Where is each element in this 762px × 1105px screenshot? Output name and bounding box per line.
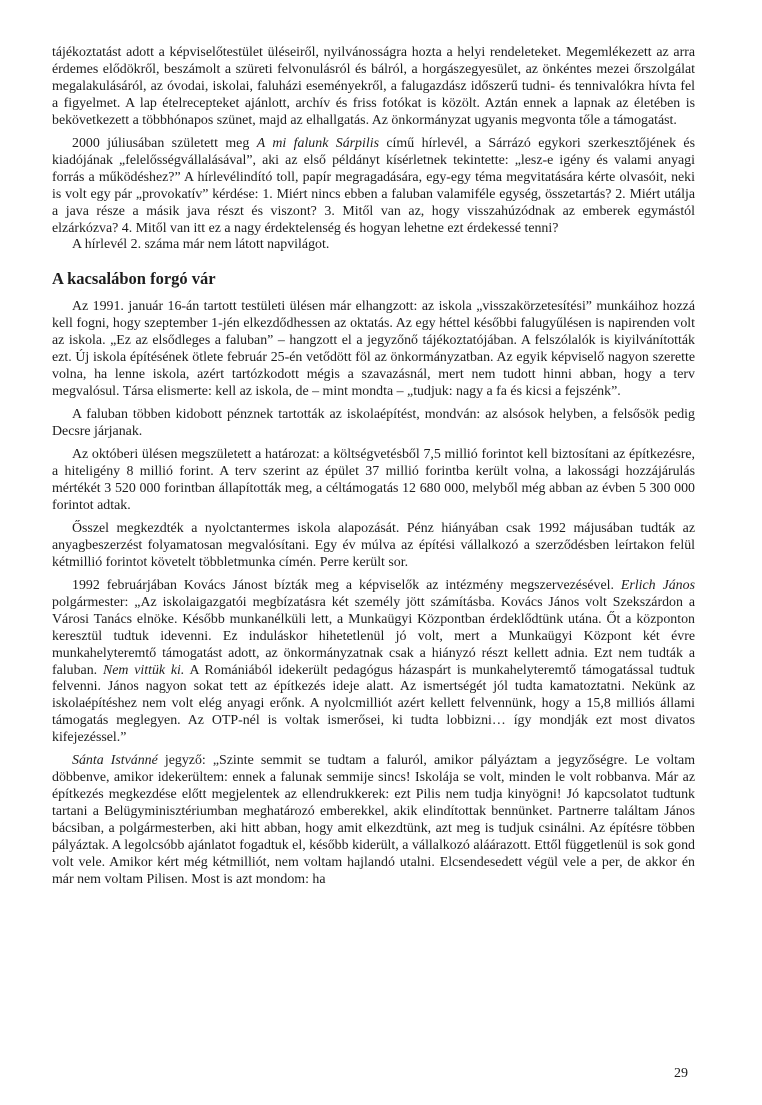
emphasis: Nem vittük ki. (102, 662, 185, 678)
text-run: jegyző: „Szinte semmit se tudtam a faluról, amikor pályáztam a jegyzőségre. Le voltam döbbenve, amikor idekerültem: ennek a falunak semmije sincs! Iskolája se volt, minden le volt robbanva. Már az építkezés megkezdése előtt megjelentek az ellendrukkerek: ezt Pilis nem tudja kinyögni! Jó kapcsolatot tudtunk tartani a Belügyminisztériumban meghatározó emberekkel, akik elindítottak bennünket. Partnerre találtam János bácsiban, a polgármesterben, aki hitt abban, hogy amit elkezdtünk, azt meg is tudjuk csinálni. Az építésre többen pályáztak. A legolcsóbb ajánlatot fogadtuk el, később kiderült, a vállalkozó aláárazott. Ettől függetlenül is sok gond volt vele. Amikor kért még kétmilliót, nem voltam hajlandó utalni. Elcsendesedett végül vele a per, de akkor én már nem voltam Pilisen. Most is azt mondom: ha (52, 753, 696, 887)
person-name: Sánta Istvánné (72, 753, 158, 769)
text-run: polgármester: „Az iskolaigazgatói megbízatásra két személy jött számításba. Kovács János volt Szekszárdon a Városi Tanács elnöke. Később munkanélküli lett, a Munkaügyi Központban érdeklődtünk utána. Őt a központon keresztül tudtuk idevenni. Ez induláskor hihetetlenül jó volt, mert a Munkaügyi Központ két évre munkahelyteremtő támogatást adott, az önkormányzatnak csak a hiányzó részt kellett adnia. Ezt nem tudták a faluban. (52, 594, 695, 678)
page-body (52, 45, 695, 889)
paragraph-budget: Az októberi ülésen megszületett a határozat: a költségvetésből 7,5 millió forintot kell biztosítani az építkezésre, a hiteligény 8 millió forint. A terv szerint az épület 37 millió forintba került volna, a lakossági hozzájárulás mértékét 3 520 000 forintban állapították meg, a céltámogatás 12 680 000, melyből még abban az évben 5 300 000 forintot adtak. (52, 447, 695, 513)
paragraph-newsletter-end: A hírlevél 2. száma már nem látott napvilágot. (72, 237, 330, 253)
text-run: című hírlevél, a Sárrázó egykori szerkesztőjének és kiadójának „felelősségvállalásával”, aki az első példányt kísérletnek tekintette: „lesz-e igény és valami anyagi forrás a működéshez?” A hírlevélindító toll, papír megragadására, egy-egy téma megvitatására kérte olvasóit, neki is volt egy pár „provokatív” kérdése: 1. Miért nincs ebben a faluban valamiféle egység, összetartás? 2. Miért utálja a java része a másik java részt és viszont? 3. Mitől van az, hogy visszahúzódnak az emberek egymástól elzárkózva? 4. Mitől van itt ez a nagy érdektelenség és hogyan lehetne ezt érdekessé tenni? (52, 135, 695, 236)
paragraph-mayor-quote (52, 578, 695, 748)
text-run: 1992 februárjában Kovács Jánost bízták meg a képviselők az intézmény megszervezésével. (72, 577, 621, 593)
paragraph-opinions: A faluban többen kidobott pénznek tartották az iskolaépítést, mondván: az alsósok helyben, a felsősök pedig Decsre járjanak. (52, 407, 695, 440)
person-name: Erlich János (620, 577, 695, 593)
paragraph-1991: Az 1991. január 16-án tartott testületi ülésen már elhangzott: az iskola „visszakörzetesítési” munkáihoz hozzá kell fogni, hogy szeptember 1-jén elkezdődhessen az oktatás. Az egy héttel későbbi falugyűlésen is napirenden volt az iskola. „Ez az elsődleges a faluban” – hangzott el a jegyzőnő tájékoztatójában. A felszólalók is kiyilvánították ezt. Új iskola építésének ötlete február 25-én vetődött föl az önkormányzatban. Az egyik képviselő nagyon szerette volna, ha lenne iskola, azért tartózkodott mégis a szavazásnál, mert nem tudott hinni abban, hogy a terv megvalósul. Társa elismerte: kell az iskola, de – mint mondta – „tudjuk: nagy a fa és kicsi a fejszénk”. (52, 299, 695, 400)
page-number: 29 (674, 1066, 688, 1081)
text-run: A Romániából idekerült pedagógus házaspárt is munkahelyteremtő támogatással tudtuk felvenni. János nagyon sokat tett az építkezés ideje alatt. Az ismertségét jól tudta kamatoztatni. Nekünk az iskolaépítéshez nem volt elég anyagi erőnk. A nyolcmilliót azért kellett felvennünk, hogy a 15,8 milliós állami támogatás meglegyen. Az OTP-nél is voltak ismerősei, ki tudta lobbizni… így mondják ezt most divatos kifejezéssel.” (52, 662, 696, 746)
paragraph-newsletter (52, 136, 695, 238)
section-heading: A kacsalábon forgó vár (52, 269, 216, 289)
newsletter-title: A mi falunk Sárpilis (256, 135, 379, 151)
text-run: 2000 júliusában született meg (72, 135, 257, 151)
paragraph-construction: Ősszel megkezdték a nyolctantermes iskola alapozását. Pénz hiányában csak 1992 májusában tudták az anyagbeszerzést folyamatosan megvalósítani. Egy év múlva az építési vállalkozó a szerződésben leírtakon felül kétmillió forintot követelt többletmunka címén. Perre került sor. (52, 520, 695, 570)
paragraph-intro: tájékoztatást adott a képviselőtestület üléseiről, nyilvánosságra hozta a helyi rendeleteket. Megemlékezett az arra érdemes elődökről, beszámolt a szüreti felvonulásról és bálról, a horgászegyesület, az önkéntes mezei őrszolgálat megalakulásáról, az óvodai, iskolai, faluházi eseményekről, a falugazdász időszerű tudni- és tennivalókra hívta fel a figyelmet. A lap ételrecepteket ajánlott, archív és friss fotókat is közölt. Aztán ennek a lapnak az életében is bekövetkezett a többhónapos szünet, majd az elhallgatás. Az önkormányzat ugyanis megvonta tőle a támogatást. (52, 45, 695, 128)
paragraph-notary-quote (52, 753, 695, 889)
